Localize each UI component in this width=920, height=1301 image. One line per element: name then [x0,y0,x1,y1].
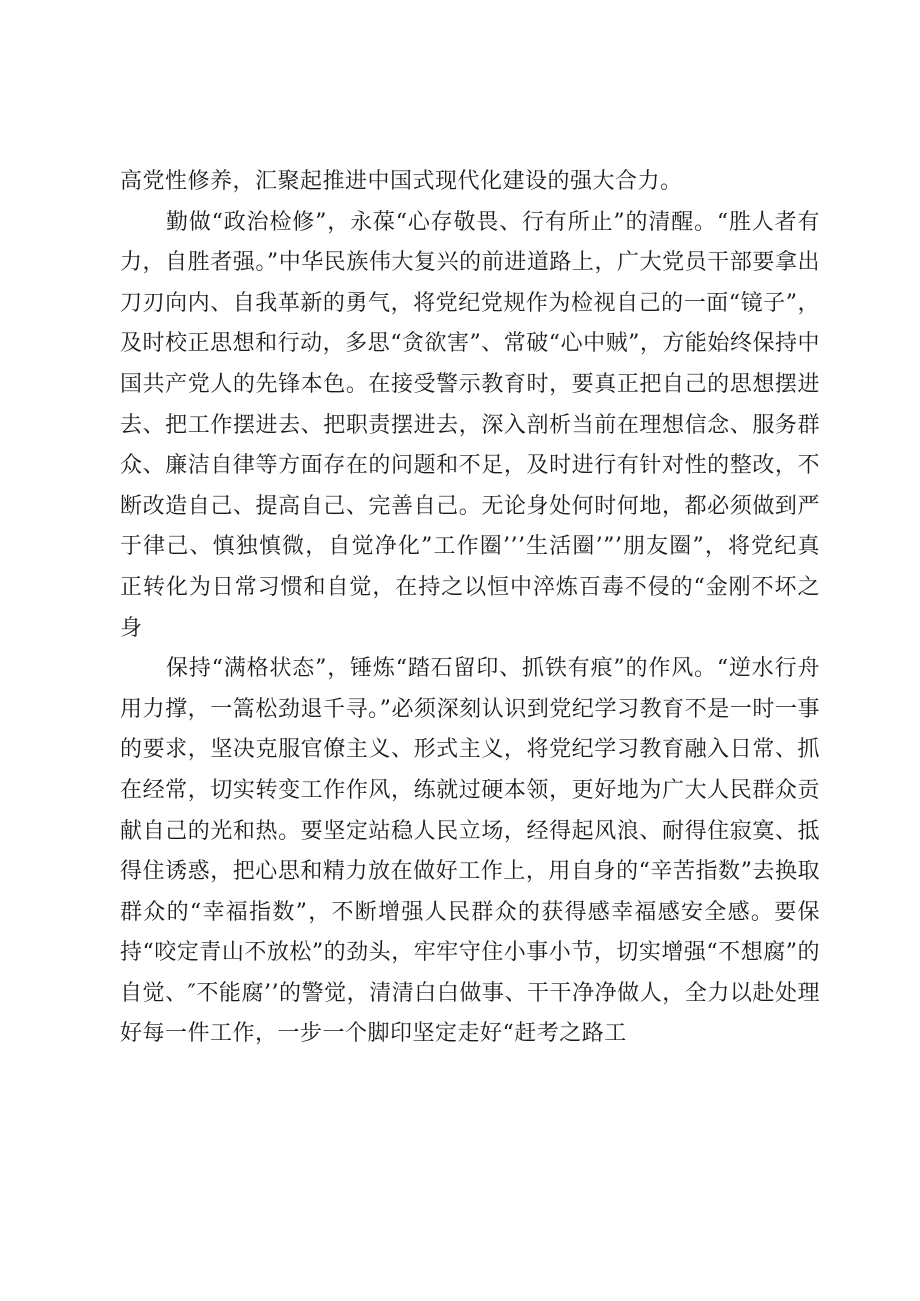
paragraph-2: 勤做“政治检修”，永葆“心存敬畏、行有所止”的清醒。“胜人者有力，自胜者强。”中华民族伟大复兴的前进道路上，广大党员干部要拿出刀刃向内、自我革新的勇气，将党纪党规作为检视自己的一面“镜子”，及时校正思想和行动，多思“贪欲害”、常破“心中贼”，方能始终保持中国共产党人的先锋本色。在接受警示教育时，要真正把自己的思想摆进去、把工作摆进去、把职责摆进去，深入剖析当前在理想信念、服务群众、廉洁自律等方面存在的问题和不足，及时进行有针对性的整改，不断改造自己、提高自己、完善自己。无论身处何时何地，都必须做到严于律己、慎独慎微，自觉净化”工作圈’’’生活圈’”’朋友圈”，将党纪真正转化为日常习惯和自觉，在持之以恒中淬炼百毒不侵的“金刚不坏之身 [120,209,820,641]
paragraph-3: 保持“满格状态”，锤炼“踏石留印、抓铁有痕”的作风。“逆水行舟用力撑，一篙松劲退千寻。”必须深刻认识到党纪学习教育不是一时一事的要求，坚决克服官僚主义、形式主义，将党纪学习教育融入日常、抓在经常，切实转变工作作风，练就过硬本领，更好地为广大人民群众贡献自己的光和热。要坚定站稳人民立场，经得起风浪、耐得住寂寞、抵得住诱惑，把心思和精力放在做好工作上，用自身的“辛苦指数”去换取群众的“幸福指数”，不断增强人民群众的获得感幸福感安全感。要保持“咬定青山不放松”的劲头，牢牢守住小事小节，切实增强“不想腐”的自觉、″不能腐’’的警觉，清清白白做事、干干净净做人，全力以赴处理好每一件工作，一步一个脚印坚定走好“赶考之路工 [120,656,820,1047]
body-text [120,162,820,1055]
paragraph-1: 高党性修养，汇聚起推进中国式现代化建设的强大合力。 [120,169,683,194]
